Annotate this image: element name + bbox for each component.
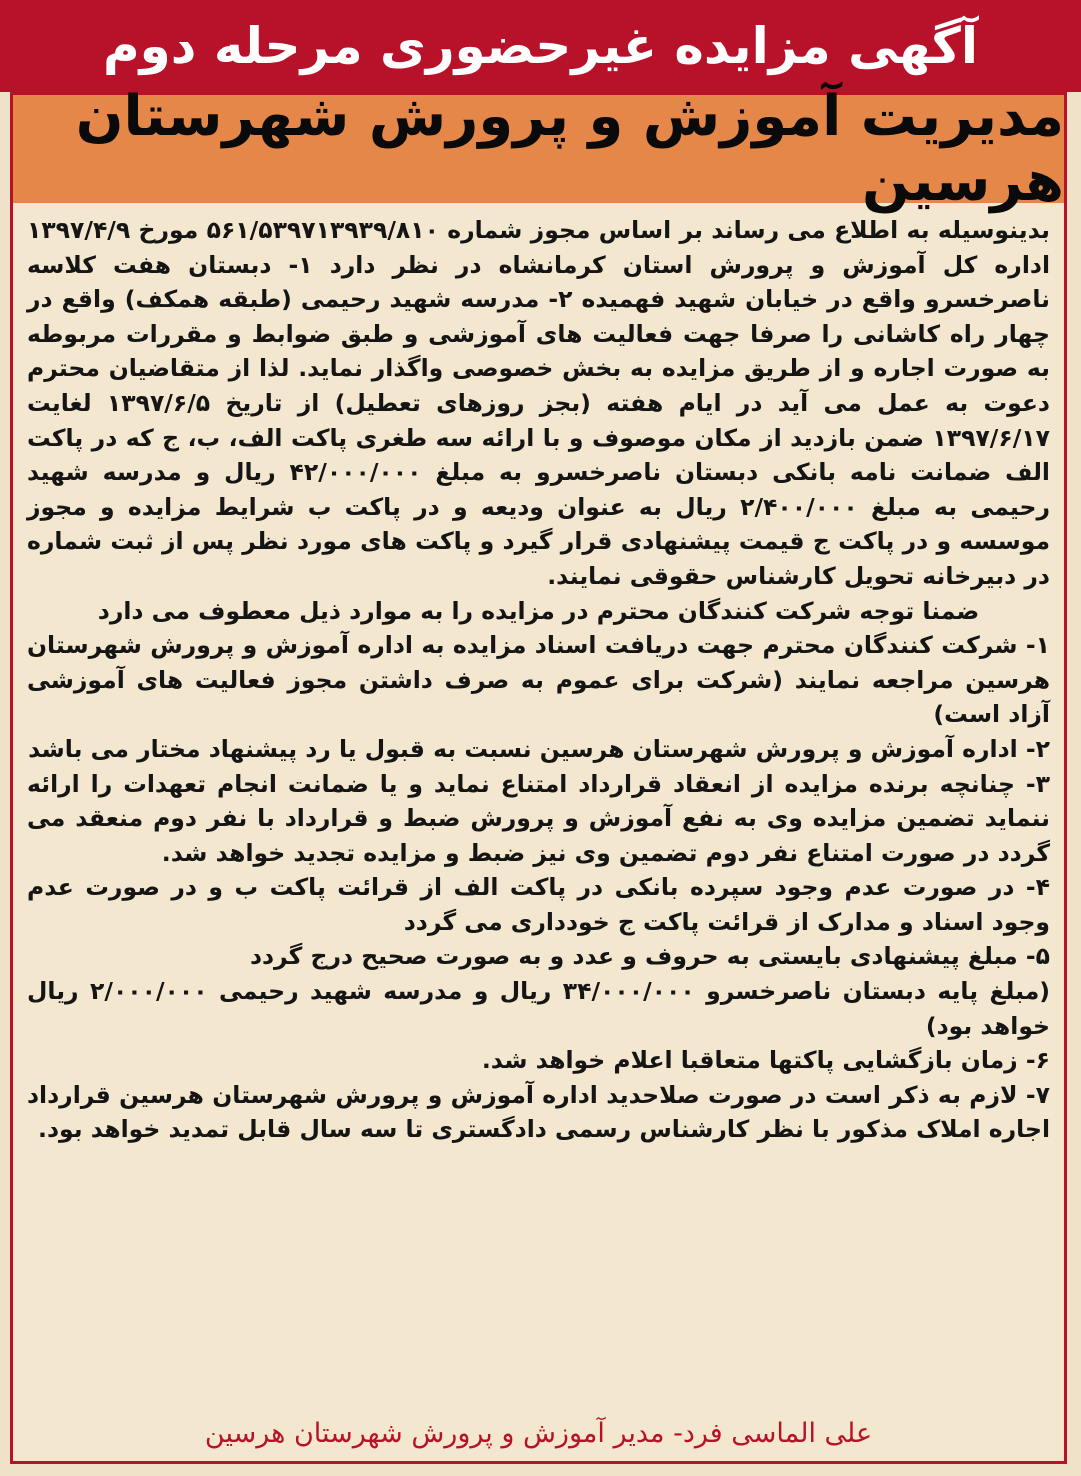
ad-title: آگهی مزایده غیرحضوری مرحله دوم bbox=[103, 17, 978, 75]
signature-line: علی الماسی فرد- مدیر آموزش و پرورش شهرستان هرسین bbox=[204, 1418, 873, 1449]
condition-item: ۷- لازم به ذکر است در صورت صلاحدید اداره آموزش و پرورش شهرستان هرسین قرارداد اجاره املاک مذکور با نظر کارشناس رسمی دادگستری تا سه سال قابل تمدید خواهد بود. bbox=[27, 1080, 1050, 1144]
intro-paragraph: بدینوسیله به اطلاع می رساند بر اساس مجوز شماره ۵۶۱/۵۳۹۷۱۳۹۳۹/۸۱۰ مورخ ۱۳۹۷/۴/۹ اداره کل آموزش و پرورش استان کرمانشاه در نظر دارد ۱- دبستان هفت کلاسه ناصرخسرو واقع در خیابان شهید فهمیده ۲- مدرسه شهید رحیمی (طبقه همکف) واقع در چهار راه کاشانی را صرفا جهت فعالیت های آموزشی و طبق ضوابط و مقررات مربوطه به صورت اجاره و از طریق مزایده به بخش خصوصی واگذار نماید. لذا از متقاضیان محترم دعوت به عمل می آید در ایام هفته (بجز روزهای تعطیل) از تاریخ ۱۳۹۷/۶/۵ لغایت ۱۳۹۷/۶/۱۷ ضمن بازدید از مکان موصوف و با ارائه سه طغری پاکت الف، ب، ج که در پاکت الف ضمانت نامه بانکی دبستان ناصرخسرو به مبلغ ۴۲/۰۰۰/۰۰۰ ریال و مدرسه شهید رحیمی به مبلغ ۲/۴۰۰/۰۰۰ ریال به عنوان ودیعه و در پاکت ب شرایط مزایده و مجوز موسسه و در پاکت ج قیمت پیشنهادی قرار گیرد و پاکت های مورد نظر پس از ثبت شماره در دبیرخانه تحویل کارشناس حقوقی نمایند. bbox=[27, 216, 1051, 590]
condition-item: ۲- اداره آموزش و پرورش شهرستان هرسین نسبت به قبول یا رد پیشنهاد مختار می باشد bbox=[28, 734, 1050, 763]
organization-band bbox=[13, 84, 1064, 214]
title-banner bbox=[0, 0, 1081, 92]
notice-line: ضمنا توجه شرکت کنندگان محترم در مزایده را به موارد ذیل معطوف می دارد bbox=[97, 596, 980, 625]
ad-body bbox=[27, 213, 1050, 1147]
condition-item: ۶- زمان بازگشایی پاکتها متعاقبا اعلام خواهد شد. bbox=[481, 1046, 1050, 1075]
condition-item: ۱- شرکت کنندگان محترم جهت دریافت اسناد مزایده به اداره آموزش و پرورش شهرستان هرسین مراجعه نمایند (شرکت برای عموم به صرف داشتن مجوز فعالیت های آموزشی آزاد است) bbox=[27, 631, 1050, 729]
condition-item: ۴- در صورت عدم وجود سپرده بانکی در پاکت الف از قرائت پاکت ب و در صورت عدم وجود اسناد و مدارک از قرائت پاکت ج خودداری می گردد bbox=[27, 873, 1050, 936]
ad-frame bbox=[10, 84, 1067, 1464]
condition-item: ۳- چنانچه برنده مزایده از انعقاد قرارداد امتناع نماید و یا ضمانت انجام تعهدات را ارائه ننماید تضمین مزایده وی به نفع آموزش و پرورش ضبط و قرارداد با نفر دوم منعقد می گردد در صورت امتناع نفر دوم تضمین وی نیز ضبط و مزایده تجدید خواهد شد. bbox=[27, 769, 1050, 867]
conditions-list bbox=[27, 628, 1050, 1147]
organization-name: مدیریت آموزش و پرورش شهرستان هرسین bbox=[75, 84, 1064, 214]
condition-item: (مبلغ پایه دبستان ناصرخسرو ۳۴/۰۰۰/۰۰۰ ریال و مدرسه شهید رحیمی ۲/۰۰۰/۰۰۰ ریال خواهد بود) bbox=[27, 977, 1051, 1040]
condition-item: ۵- مبلغ پیشنهادی بایستی به حروف و عدد و به صورت صحیح درج گردد bbox=[249, 942, 1050, 971]
